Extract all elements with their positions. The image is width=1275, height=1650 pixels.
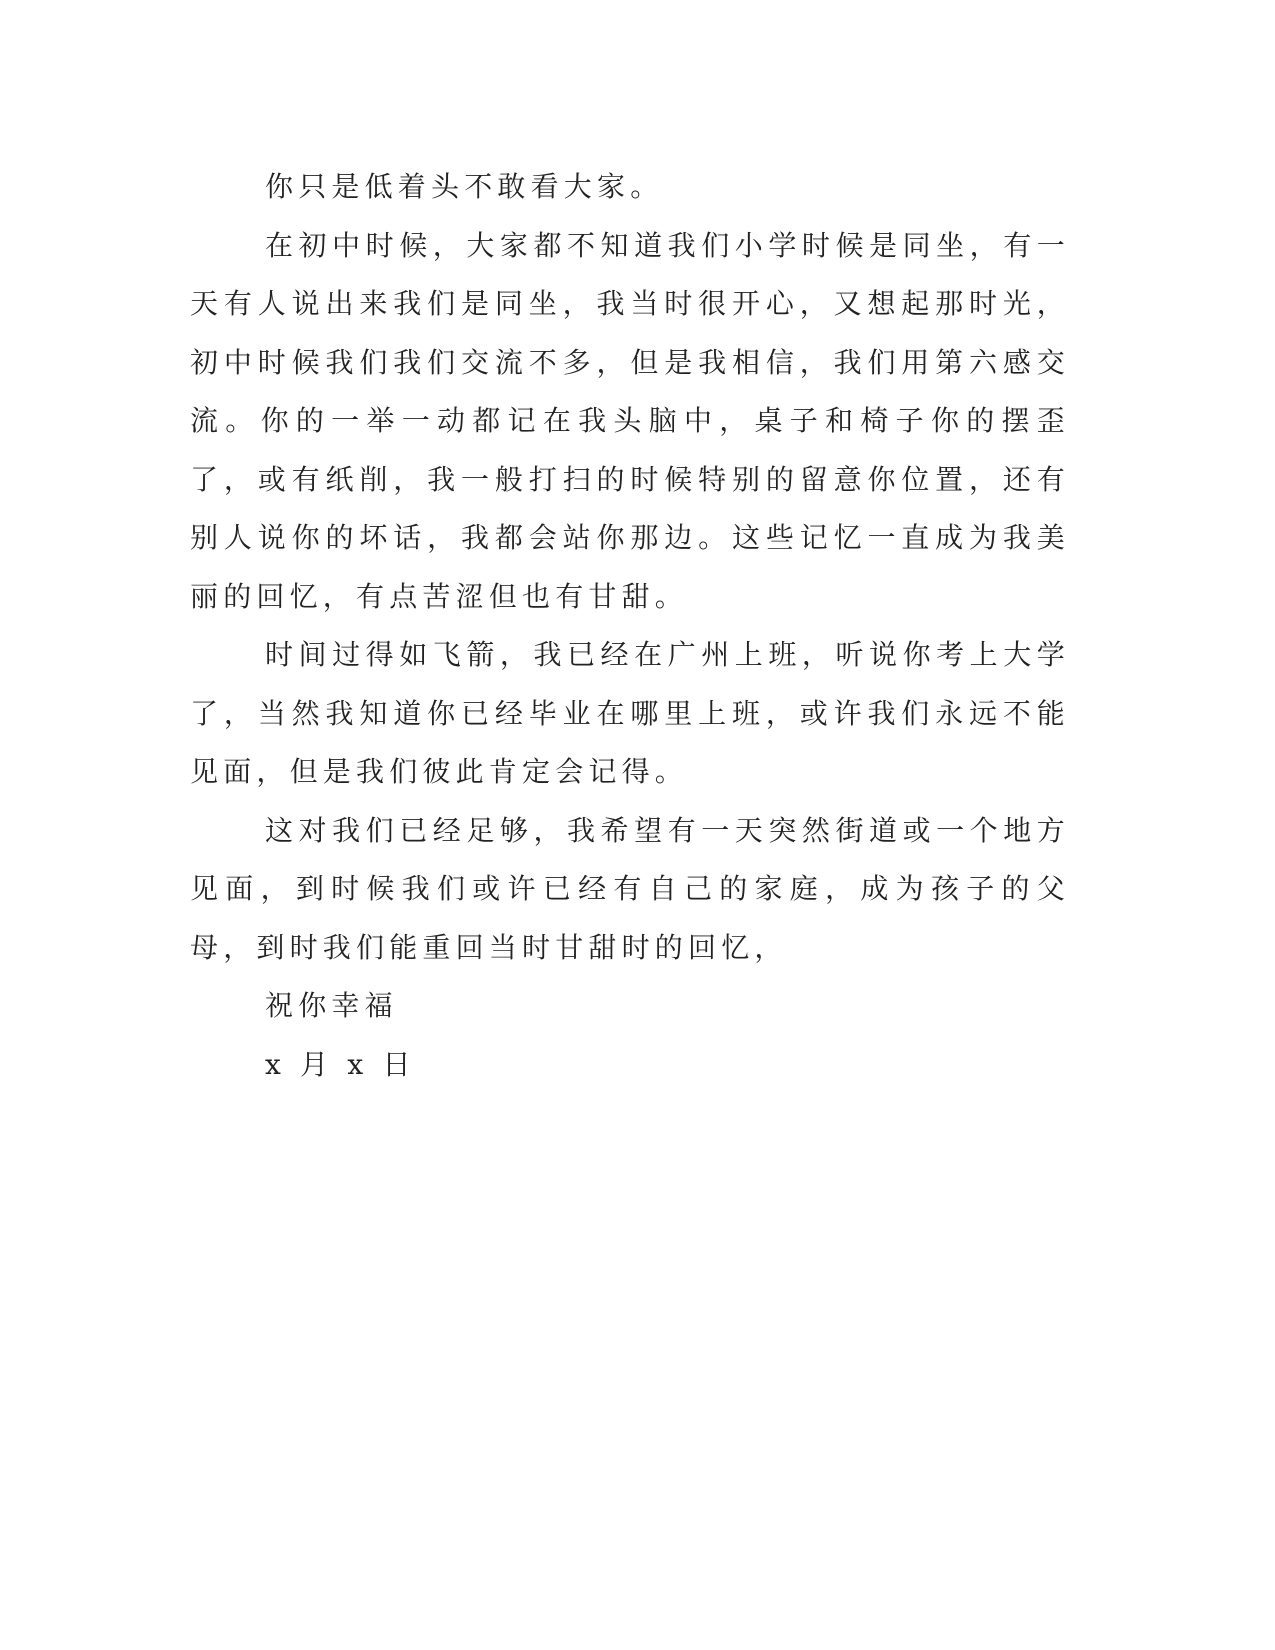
paragraph-2: 在初中时候，大家都不知道我们小学时候是同坐，有一天有人说出来我们是同坐，我当时很开心，又想起那时光，初中时候我们我们交流不多，但是我相信，我们用第六感交流。你的一举一动都记在我头脑中，桌子和椅子你的摆歪了，或有纸削，我一般打扫的时候特别的留意你位置，还有别人说你的坏话，我都会站你那边。这些记忆一直成为我美丽的回忆，有点苦涩但也有甘甜。 xyxy=(190,228,1070,613)
paragraph-1: 你只是低着头不敢看大家。 xyxy=(265,170,664,203)
letter-body xyxy=(190,158,1070,1094)
closing-wish: 祝你幸福 xyxy=(265,989,398,1022)
paragraph-3: 时间过得如飞箭，我已经在广州上班，听说你考上大学了，当然我知道你已经毕业在哪里上班，或许我们永远不能见面，但是我们彼此肯定会记得。 xyxy=(190,638,1070,788)
paragraph-4: 这对我们已经足够，我希望有一天突然街道或一个地方见面，到时候我们或许已经有自己的家庭，成为孩子的父母，到时我们能重回当时甘甜时的回忆， xyxy=(190,813,1070,964)
letter-date: x 月 x 日 xyxy=(265,1047,416,1081)
